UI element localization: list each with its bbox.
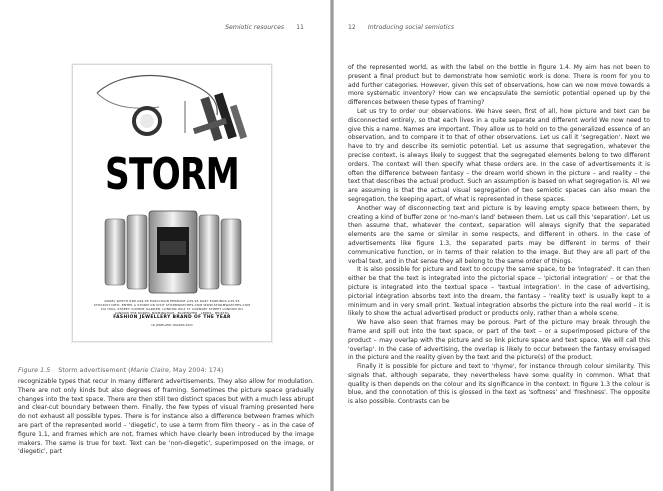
right-paragraph-3: Another way of disconnecting text and picture is by leaving empty space between them, by creating a kind of buffer zone or 'no-man's land' between them. Let us call this 'separation'. Let us then assume that, whatever the context, separation will always signify that the separated elements are the same or similar in some respects, and different in others. In the case of advertisements like figure 1.3, the separated parts may be different in terms of their communicative function, or in terms of their relation to the image. But they are all part of the verbal text, and in that sense they all belong to the same order of things. <box>348 204 650 265</box>
figure-caption-label: Figure 1.5 <box>18 366 51 374</box>
ad-stockist-line-4: LONDON THE RODEO, BIRMINGHAM · BLUEWATER · LEEDS · BRISTOL <box>114 311 230 315</box>
right-body-text <box>348 64 650 407</box>
left-running-title: Semiotic resources <box>225 24 285 31</box>
left-paragraph: recognizable types that recur in many different advertisements. They also allow for modulation. There are not only kinds but also degrees of framing. Sometimes the picture space gradually changes into the text space. There are then still two distinct spaces but with a much less abrupt and clear-cut boundary between them. Finally, the few types of visual framing presented here do not exhaust all possible types. There is for instance also a difference between frames which are part of the represented world – 'diegetic', to use a term from film theory – as in the case of figure 1.1, and frames which are not, frames which have clearly been introduced by the image makers. The same is true for text. Text can be 'non-diegetic', superimposed on the image, or 'diegetic', part <box>18 378 314 456</box>
ad-headline: STORM <box>105 149 239 200</box>
ad-brand-line: FASHION JEWELLERY BRAND OF THE YEAR <box>113 315 231 320</box>
ad-stockist-line-2: STOCKIST INFO: ENTER A STORM OR VISIT STORMWATCHES.COM WWW.STORMWATCHES.COM <box>93 303 251 307</box>
right-paragraph-1: of the represented world, as with the label on the bottle in figure 1.4. My aim has not been to present a final product but to demonstrate how semiotic work is done. There is room for you to add further categories. However, given this set of observations, how can we now move towards a more systematic inventory? How can we encapsulate the semiotic potential opened up by the differences between these types of framing? <box>348 64 650 107</box>
left-body-text <box>18 378 314 457</box>
right-running-head <box>348 24 454 31</box>
ad-stockist-line-3: CIA HOLL STREET COVENT GARDEN, LONDON WC2 37 CARNABY STREET LONDON W1 <box>100 307 244 311</box>
figure-caption <box>18 366 223 374</box>
right-running-title: Introducing social semiotics <box>367 24 455 31</box>
left-page-number: 11 <box>296 24 304 31</box>
ad-award-line: UK JEWELLERY AWARDS 2003 <box>151 323 193 327</box>
ad-stockist-line-1: ANGEL WATCH RRP £99.95 EARLCHAIN PENDANT £39.95 RAZY EARRINGS £39.95 <box>104 299 240 303</box>
left-page <box>0 0 330 491</box>
right-paragraph-4: It is also possible for picture and text to occupy the same space, to be 'integrated'. It can then either be that the text is integrated into the pictorial space – 'pictorial integration' – or that the picture is integrated into the textual space – 'textual integration'. In the case of advertising, pictorial integration absorbs text into the dream, the fantasy – 'reality text' is usually kept to a minimum and in very small print. Textual integration absorbs the picture into the real world – it is likely to show the actual advertised product or products only, rather than a whole scene. <box>348 266 650 318</box>
right-paragraph-5: We have also seen that frames may be porous. Part of the picture may break through the frame and spill out into the text space, or part of the text – or a superimposed picture of the product – may overlap with the picture and so link picture space and text space. We will call this 'overlap'. In the case of advertising, the overlap is likely to occur between the fantasy envisaged in the picture and the reality given by the text and the picture(s) of the product. <box>348 319 650 362</box>
figure-caption-tail: , May 2004: 174) <box>168 366 224 374</box>
right-paragraph-2: Let us try to order our observations. We have seen, first of all, how picture and text can be disconnected entirely, so that each lives in a quite separate and different world We now need to give this a name. Names are important. They allow us to hold on to the generalized essence of an observation, and to compare it to that of other observations. Let us call it 'segregation'. Next we have to try and describe its semiotic potential. Let us assume that segregation, whatever the precise context, is always likely to suggest that the segregated elements belong to two different orders. The context will then specify what these orders are. In the case of advertisements it is often the difference between fantasy – the dream world shown in the picture – and reality – the text that describes the actual product. Such an assumption is based on what segregation is. All we are assuming is that the actual visual segregation of two semiotic spaces can also mean the segregation, the keeping apart, of what is represented in these spaces. <box>348 107 650 203</box>
figure-caption-source: Marie Claire <box>130 366 169 374</box>
left-running-head <box>225 24 304 31</box>
right-page-number: 12 <box>348 24 356 31</box>
right-paragraph-6: Finally it is possible for picture and text to 'rhyme', for instance through colour similarity. This signals that, although separate, they nevertheless have some quality in common. What that quality is then depends on the colour and its significance in the context. In figure 1.3 the colour is blue, and the connotation of this is glossed in the text as 'softness' and 'freshness'. The opposite is also possible. Contrasts can be <box>348 363 650 406</box>
storm-advertisement-figure <box>72 64 272 342</box>
figure-caption-text: Storm advertisement ( <box>58 366 131 374</box>
necklace-pendant-image <box>89 71 259 151</box>
right-page <box>334 0 663 491</box>
watch-bracelet-image <box>103 205 243 297</box>
